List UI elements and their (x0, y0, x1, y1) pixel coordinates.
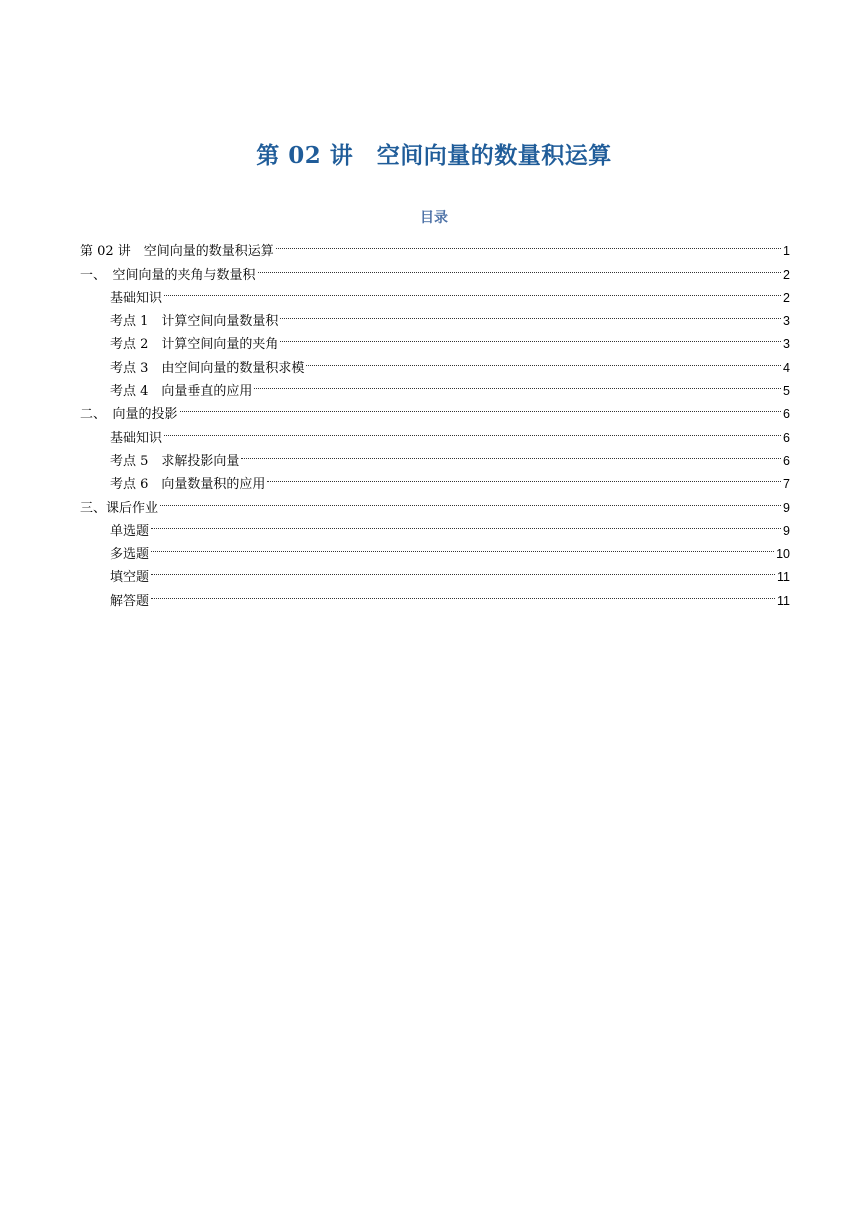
toc-entry-label: 第 02 讲 空间向量的数量积运算 (80, 244, 274, 260)
toc-entry-single-choice[interactable] (80, 512, 790, 539)
toc-dot-leader (160, 488, 781, 511)
toc-dot-leader (241, 442, 781, 465)
toc-entry-chapter[interactable] (80, 232, 790, 260)
toc-entry-label: 解答题 (110, 593, 150, 609)
toc-page-number: 3 (783, 314, 790, 329)
toc-entry-label: 单选题 (110, 523, 150, 539)
toc-dot-leader (151, 581, 775, 604)
toc-entry-label: 考点 1 计算空间向量数量积 (110, 314, 279, 330)
toc-dot-leader (164, 418, 781, 441)
toc-entry-label: 基础知识 (110, 430, 163, 446)
toc-entry-topic-1[interactable] (80, 302, 790, 330)
toc-dot-leader (276, 232, 781, 255)
toc-heading: 目录 (420, 210, 448, 226)
toc-entry-label: 三、课后作业 (80, 500, 159, 516)
table-of-contents (80, 232, 790, 609)
toc-page-number: 2 (783, 267, 790, 282)
toc-entry-topic-5[interactable] (80, 442, 790, 469)
toc-entry-answer[interactable] (80, 581, 790, 609)
toc-page-number: 1 (783, 244, 790, 259)
toc-page-number: 2 (783, 290, 790, 305)
toc-dot-leader (254, 372, 781, 395)
document-title: 第 02 讲 空间向量的数量积运算 (256, 142, 612, 169)
toc-entry-label: 二、 向量的投影 (80, 407, 178, 423)
toc-entry-label: 一、 空间向量的夹角与数量积 (80, 267, 256, 283)
toc-entry-label: 考点 3 由空间向量的数量积求模 (110, 360, 305, 376)
toc-entry-basics-2[interactable] (80, 418, 790, 446)
toc-page-number: 11 (777, 593, 790, 608)
toc-page-number: 3 (783, 337, 790, 352)
toc-entry-label: 多选题 (110, 547, 150, 563)
toc-page-number: 7 (783, 477, 790, 492)
toc-dot-leader (180, 395, 782, 418)
toc-entry-section-3[interactable] (80, 488, 790, 516)
toc-page-number: 10 (776, 547, 790, 562)
toc-entry-label: 填空题 (110, 570, 150, 586)
toc-entry-label: 考点 4 向量垂直的应用 (110, 384, 253, 400)
toc-entry-section-2[interactable] (80, 395, 790, 423)
toc-entry-basics-1[interactable] (80, 279, 790, 306)
toc-page-number: 9 (783, 500, 790, 515)
toc-page-number: 11 (777, 570, 790, 585)
toc-entry-label: 考点 2 计算空间向量的夹角 (110, 337, 279, 353)
toc-entry-fill-in[interactable] (80, 558, 790, 586)
toc-entry-label: 考点 6 向量数量积的应用 (110, 477, 266, 493)
toc-dot-leader (164, 279, 781, 302)
toc-page-number: 5 (783, 384, 790, 399)
toc-dot-leader (258, 255, 782, 278)
toc-page-number: 6 (783, 407, 790, 422)
toc-dot-leader (280, 302, 781, 325)
toc-entry-multiple-choice[interactable] (80, 535, 790, 563)
toc-dot-leader (151, 512, 781, 535)
toc-dot-leader (151, 535, 774, 558)
toc-page-number: 4 (783, 360, 790, 375)
toc-page-number: 6 (783, 430, 790, 445)
toc-entry-label: 基础知识 (110, 290, 163, 306)
toc-page-number: 9 (783, 523, 790, 538)
toc-dot-leader (267, 465, 781, 488)
toc-dot-leader (151, 558, 775, 581)
toc-dot-leader (306, 348, 781, 371)
toc-page-number: 6 (783, 453, 790, 468)
toc-entry-label: 考点 5 求解投影向量 (110, 453, 240, 469)
toc-dot-leader (280, 325, 781, 348)
